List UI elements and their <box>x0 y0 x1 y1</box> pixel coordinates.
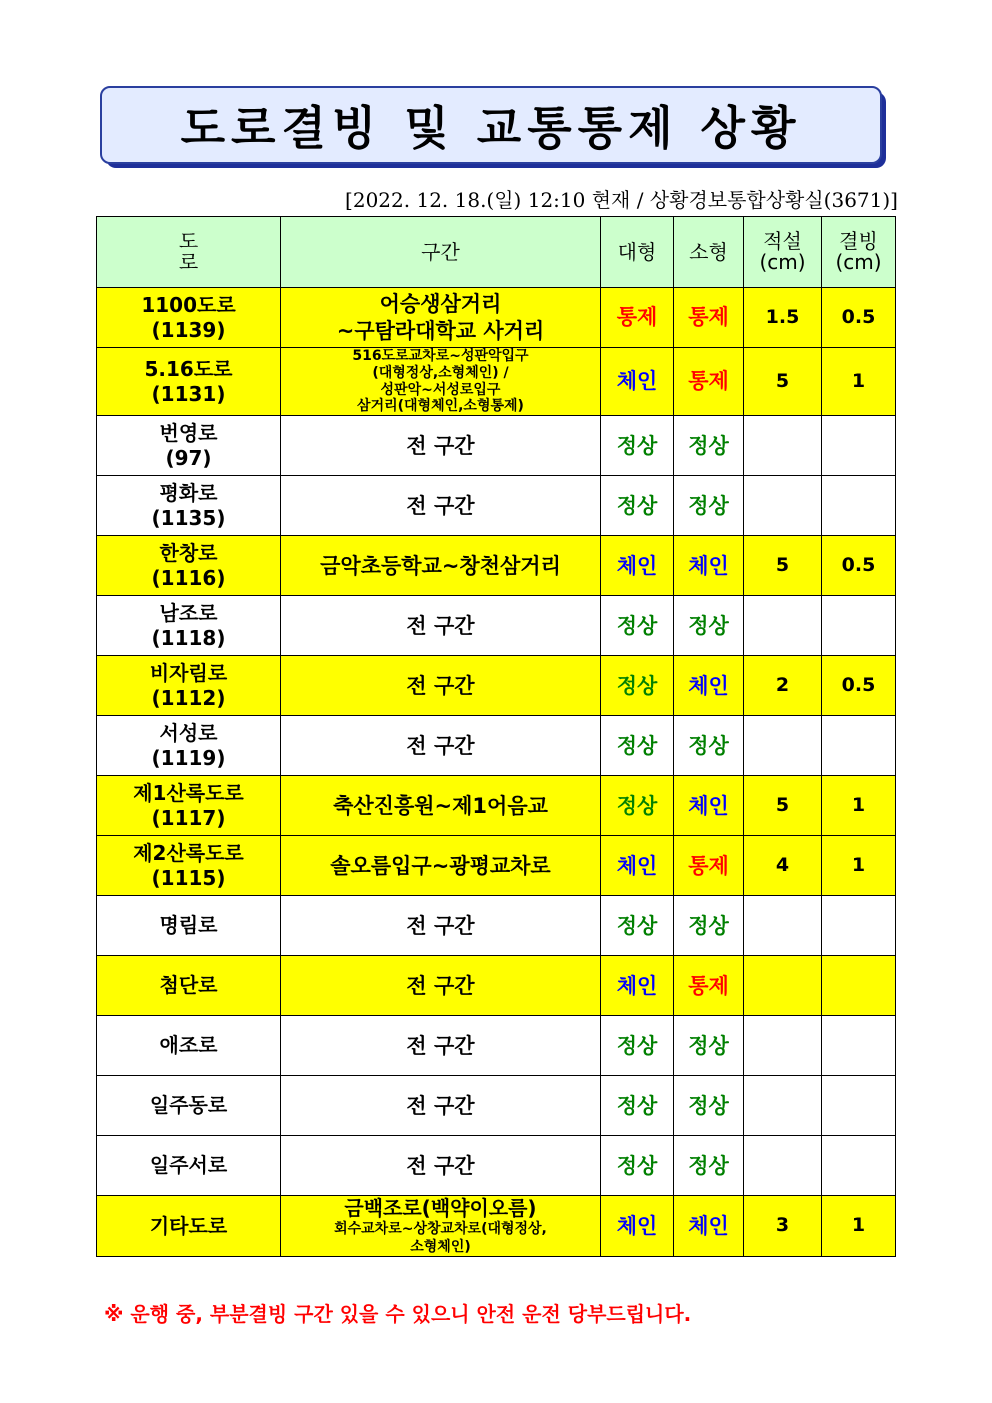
section-cell <box>281 416 601 476</box>
road-name: 기타도로 <box>149 1213 228 1238</box>
small-vehicle-status: 체인 <box>674 776 744 836</box>
large-vehicle-status: 정상 <box>601 656 674 716</box>
snow-depth: 5 <box>744 536 822 596</box>
road-name-cell <box>97 416 281 476</box>
small-vehicle-status: 정상 <box>674 716 744 776</box>
section-cell <box>281 536 601 596</box>
road-name-cell <box>97 956 281 1016</box>
large-vehicle-status: 정상 <box>601 896 674 956</box>
road-name: 비자림로 <box>149 660 228 685</box>
snow-depth: 3 <box>744 1196 822 1257</box>
road-name: 남조로 <box>159 600 218 625</box>
table-row <box>97 776 896 836</box>
section-line: 전 구간 <box>406 1033 475 1058</box>
ice-thickness: 1 <box>822 776 896 836</box>
road-code: (1119) <box>151 745 226 770</box>
small-vehicle-status: 정상 <box>674 896 744 956</box>
ice-thickness <box>822 956 896 1016</box>
road-name-cell <box>97 1136 281 1196</box>
table-header-row <box>97 217 896 288</box>
large-vehicle-status: 정상 <box>601 776 674 836</box>
small-vehicle-status: 체인 <box>674 536 744 596</box>
header-section: 구간 <box>281 217 601 288</box>
small-vehicle-status: 통제 <box>674 836 744 896</box>
road-code: (1118) <box>151 625 226 650</box>
road-code: (1116) <box>151 565 226 590</box>
ice-thickness <box>822 896 896 956</box>
snow-depth: 1.5 <box>744 288 822 348</box>
small-vehicle-status: 통제 <box>674 956 744 1016</box>
table-row <box>97 1136 896 1196</box>
road-name: 일주서로 <box>149 1153 228 1178</box>
road-name: 명림로 <box>159 913 218 938</box>
large-vehicle-status: 통제 <box>601 288 674 348</box>
section-line: 어승생삼거리 <box>379 292 502 317</box>
table-row <box>97 288 896 348</box>
snow-depth <box>744 1076 822 1136</box>
large-vehicle-status: 정상 <box>601 476 674 536</box>
road-name-cell <box>97 1076 281 1136</box>
snow-depth: 5 <box>744 348 822 416</box>
road-name-cell <box>97 596 281 656</box>
section-line: 전 구간 <box>406 673 475 698</box>
section-cell <box>281 348 601 416</box>
small-vehicle-status: 정상 <box>674 476 744 536</box>
header-snow <box>744 217 822 288</box>
road-name-cell <box>97 776 281 836</box>
small-vehicle-status: 체인 <box>674 1196 744 1257</box>
small-vehicle-status: 정상 <box>674 1016 744 1076</box>
table-body <box>97 288 896 1257</box>
section-line: ~구탐라대학교 사거리 <box>336 318 545 343</box>
section-line: 전 구간 <box>406 433 475 458</box>
section-line: 전 구간 <box>406 1093 475 1118</box>
ice-thickness: 1 <box>822 348 896 416</box>
road-name-cell <box>97 836 281 896</box>
road-name: 1100도로 <box>141 292 236 317</box>
section-line: 전 구간 <box>406 733 475 758</box>
road-code: (1131) <box>151 381 226 406</box>
road-name: 제2산록도로 <box>133 840 244 865</box>
small-vehicle-status: 정상 <box>674 1076 744 1136</box>
road-name-cell <box>97 1196 281 1257</box>
section-line: 솔오름입구~광평교차로 <box>330 853 551 878</box>
section-line: 소형체인) <box>410 1238 471 1255</box>
road-code: (1112) <box>151 685 226 710</box>
snow-depth <box>744 596 822 656</box>
report-timestamp: [2022. 12. 18.(일) 12:10 현재 / 상황경보통합상황실(3671)] <box>345 188 898 212</box>
table-row <box>97 596 896 656</box>
road-name: 서성로 <box>159 720 218 745</box>
road-name: 애조로 <box>159 1033 218 1058</box>
table-row <box>97 348 896 416</box>
section-cell <box>281 836 601 896</box>
road-code: (1135) <box>151 505 226 530</box>
large-vehicle-status: 정상 <box>601 1016 674 1076</box>
small-vehicle-status: 정상 <box>674 596 744 656</box>
road-name-cell <box>97 476 281 536</box>
table-row <box>97 1196 896 1257</box>
page-title: 도로결빙 및 교통통제 상황 <box>100 86 882 164</box>
safety-note: ※ 운행 중, 부분결빙 구간 있을 수 있으니 안전 운전 당부드립니다. <box>104 1302 692 1326</box>
ice-thickness <box>822 416 896 476</box>
section-line: 축산진흥원~제1어음교 <box>333 793 548 818</box>
header-snow-unit: (cm) <box>759 250 806 274</box>
ice-thickness <box>822 476 896 536</box>
road-code: (1115) <box>151 865 226 890</box>
table-row <box>97 656 896 716</box>
large-vehicle-status: 체인 <box>601 836 674 896</box>
large-vehicle-status: 체인 <box>601 956 674 1016</box>
road-name: 한창로 <box>159 540 218 565</box>
section-cell <box>281 1196 601 1257</box>
section-cell <box>281 776 601 836</box>
road-name-cell <box>97 656 281 716</box>
section-line: 전 구간 <box>406 913 475 938</box>
snow-depth <box>744 1136 822 1196</box>
section-line: 전 구간 <box>406 973 475 998</box>
snow-depth <box>744 716 822 776</box>
large-vehicle-status: 체인 <box>601 348 674 416</box>
road-name-cell <box>97 348 281 416</box>
section-cell <box>281 1136 601 1196</box>
header-ice <box>822 217 896 288</box>
ice-thickness <box>822 1136 896 1196</box>
section-line: 전 구간 <box>406 493 475 518</box>
section-line: 516도로교차로~성판악입구 <box>352 348 529 364</box>
header-ice-label: 결빙 <box>839 229 878 253</box>
road-name-cell <box>97 896 281 956</box>
table-row <box>97 476 896 536</box>
section-line: 전 구간 <box>406 1153 475 1178</box>
section-cell <box>281 656 601 716</box>
header-snow-label: 적설 <box>763 229 802 253</box>
section-line: 성판악~서성로입구 <box>380 381 501 398</box>
road-name: 5.16도로 <box>144 356 233 381</box>
section-cell <box>281 956 601 1016</box>
ice-thickness <box>822 1076 896 1136</box>
snow-depth <box>744 896 822 956</box>
header-large: 대형 <box>601 217 674 288</box>
section-line: 회수교차로~상창교차로(대형정상, <box>334 1221 547 1238</box>
small-vehicle-status: 정상 <box>674 416 744 476</box>
snow-depth: 5 <box>744 776 822 836</box>
road-code: (97) <box>165 445 212 470</box>
title-banner <box>100 86 884 166</box>
section-cell <box>281 596 601 656</box>
road-name-cell <box>97 536 281 596</box>
small-vehicle-status: 통제 <box>674 288 744 348</box>
road-name-cell <box>97 716 281 776</box>
road-name-cell <box>97 288 281 348</box>
table-row <box>97 536 896 596</box>
section-cell <box>281 1076 601 1136</box>
table-row <box>97 416 896 476</box>
road-name: 번영로 <box>159 420 218 445</box>
table-row <box>97 1076 896 1136</box>
table-row <box>97 956 896 1016</box>
section-line: 전 구간 <box>406 613 475 638</box>
ice-thickness: 1 <box>822 836 896 896</box>
large-vehicle-status: 정상 <box>601 716 674 776</box>
large-vehicle-status: 체인 <box>601 1196 674 1257</box>
header-ice-unit: (cm) <box>835 250 882 274</box>
snow-depth <box>744 416 822 476</box>
snow-depth: 2 <box>744 656 822 716</box>
road-status-table <box>96 216 896 1257</box>
large-vehicle-status: 체인 <box>601 536 674 596</box>
snow-depth: 4 <box>744 836 822 896</box>
small-vehicle-status: 정상 <box>674 1136 744 1196</box>
snow-depth <box>744 476 822 536</box>
table-row <box>97 716 896 776</box>
small-vehicle-status: 통제 <box>674 348 744 416</box>
large-vehicle-status: 정상 <box>601 1076 674 1136</box>
road-name-cell <box>97 1016 281 1076</box>
ice-thickness: 0.5 <box>822 656 896 716</box>
large-vehicle-status: 정상 <box>601 1136 674 1196</box>
ice-thickness: 0.5 <box>822 536 896 596</box>
ice-thickness: 1 <box>822 1196 896 1257</box>
road-code: (1139) <box>151 317 226 342</box>
section-cell <box>281 896 601 956</box>
section-cell <box>281 1016 601 1076</box>
small-vehicle-status: 체인 <box>674 656 744 716</box>
large-vehicle-status: 정상 <box>601 596 674 656</box>
road-code: (1117) <box>151 805 226 830</box>
ice-thickness <box>822 716 896 776</box>
snow-depth <box>744 956 822 1016</box>
table-row <box>97 1016 896 1076</box>
section-line: 금백조로(백약이오름) <box>344 1196 537 1221</box>
section-cell <box>281 476 601 536</box>
road-name: 첨단로 <box>159 973 218 998</box>
road-name: 제1산록도로 <box>133 780 244 805</box>
table-row <box>97 896 896 956</box>
section-line: 삼거리(대형체인,소형통제) <box>357 398 524 415</box>
section-cell <box>281 716 601 776</box>
road-name: 평화로 <box>159 480 218 505</box>
ice-thickness <box>822 596 896 656</box>
ice-thickness <box>822 1016 896 1076</box>
header-small: 소형 <box>674 217 744 288</box>
large-vehicle-status: 정상 <box>601 416 674 476</box>
section-cell <box>281 288 601 348</box>
ice-thickness: 0.5 <box>822 288 896 348</box>
road-name: 일주동로 <box>149 1093 228 1118</box>
header-road: 도 로 <box>97 217 281 288</box>
snow-depth <box>744 1016 822 1076</box>
table-row <box>97 836 896 896</box>
section-line: 금악초등학교~창천삼거리 <box>320 553 561 578</box>
section-line: (대형정상,소형체인) / <box>372 364 509 381</box>
